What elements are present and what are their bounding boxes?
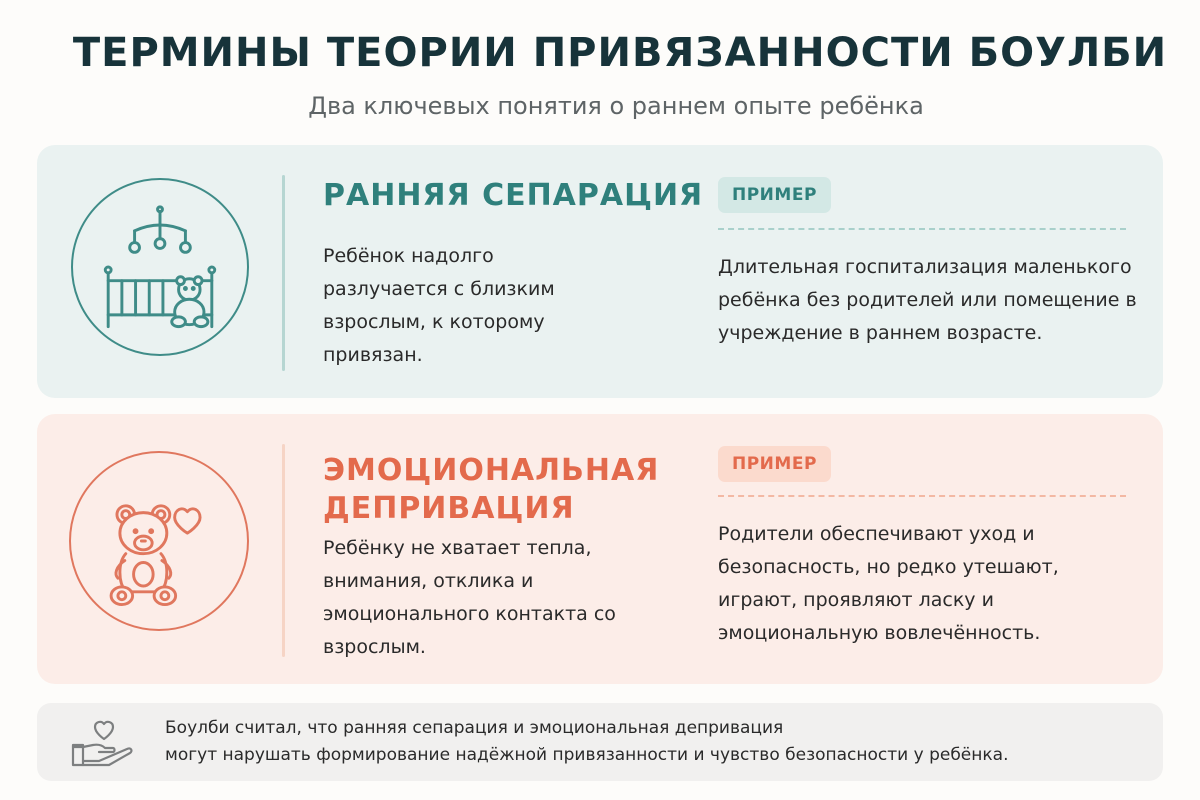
- footer-text-line: могут нарушать формирование надёжной привязанности и чувство безопасности у ребёнка.: [165, 745, 1009, 765]
- page-title: ТЕРМИНЫ ТЕОРИИ ПРИВЯЗАННОСТИ БОУЛБИ: [72, 30, 1168, 76]
- heart-in-hand-icon: [69, 715, 139, 769]
- divider: [282, 444, 285, 657]
- example-badge: ПРИМЕР: [718, 177, 831, 213]
- crib-with-mobile-and-teddy-icon: [71, 178, 249, 356]
- page-subtitle: Два ключевых понятия о раннем опыте ребёнка: [308, 92, 924, 120]
- term-description: Ребёнок надолго разлучается с близким взрослым, к которому привязан.: [323, 245, 555, 366]
- card-emotional-deprivation: [37, 414, 1163, 684]
- term-description: Ребёнку не хватает тепла, внимания, отклика и эмоционального контакта со взрослым.: [323, 537, 616, 658]
- footer-text: [165, 715, 1125, 769]
- term-heading: ЭМОЦИОНАЛЬНАЯ ДЕПРИВАЦИЯ: [323, 453, 660, 526]
- example-badge: ПРИМЕР: [718, 446, 831, 482]
- example-text: Родители обеспечивают уход и безопасность, но редко утешают, играют, проявляют ласку и эмоциональную вовлечённость.: [718, 523, 1059, 644]
- footer-note: [37, 703, 1163, 781]
- teddy-bear-with-heart-icon: [69, 451, 249, 631]
- footer-text-line: Боулби считал, что ранняя сепарация и эмоциональная депривация: [165, 718, 784, 738]
- dashed-divider: [718, 495, 1126, 497]
- term-heading: РАННЯЯ СЕПАРАЦИЯ: [323, 178, 704, 213]
- card-early-separation: [37, 145, 1163, 398]
- dashed-divider: [718, 228, 1126, 230]
- divider: [282, 175, 285, 371]
- example-text: Длительная госпитализация маленького ребёнка без родителей или помещение в учреждение в раннем возрасте.: [718, 256, 1137, 344]
